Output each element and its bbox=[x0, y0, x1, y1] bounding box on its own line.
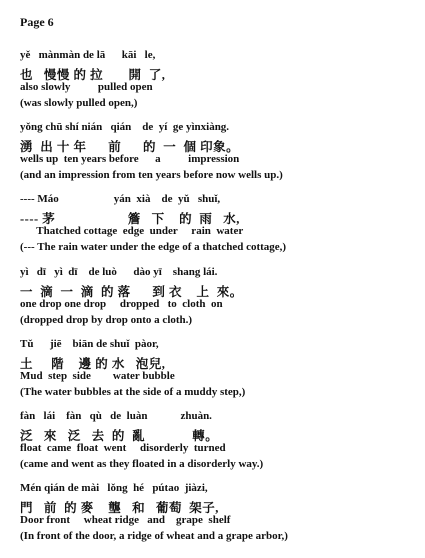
page-label: Page 6 bbox=[20, 15, 54, 29]
hanzi-line: 門 前 的 麥 壟 和 葡萄 架子, bbox=[20, 501, 219, 515]
translation-line: (The water bubbles at the side of a muddy step,) bbox=[20, 386, 246, 398]
gloss-line: Mud step side water bubble bbox=[20, 370, 175, 382]
gloss-line: also slowly pulled open bbox=[20, 81, 153, 93]
gloss-line: one drop one drop dropped to cloth on bbox=[20, 298, 223, 310]
hanzi-line: 一 滴 一 滴 的 落 到 衣 上 來。 bbox=[20, 285, 243, 299]
translation-line: (was slowly pulled open,) bbox=[20, 97, 138, 109]
translation-line: (--- The rain water under the edge of a thatched cottage,) bbox=[20, 241, 287, 253]
hanzi-line: 也 慢慢 的 拉 開 了, bbox=[20, 68, 166, 82]
translation-line: (and an impression from ten years before now wells up.) bbox=[20, 169, 283, 181]
pinyin-line: fàn lái fàn qù de luàn zhuàn. bbox=[20, 410, 212, 422]
translation-line: (came and went as they floated in a disorderly way.) bbox=[20, 458, 264, 470]
gloss-line: Thatched cottage edge under rain water bbox=[20, 225, 244, 237]
pinyin-line: yě mànmàn de lā kāi le, bbox=[20, 49, 156, 61]
pinyin-line: Mén qián de mài lǒng hé pútao jiàzi, bbox=[20, 482, 208, 494]
gloss-line: Door front wheat ridge and grape shelf bbox=[20, 514, 231, 526]
pinyin-line: Tǔ jiē biān de shuǐ pàor, bbox=[20, 338, 159, 350]
hanzi-line: 湧 出 十 年 前 的 一 個 印象。 bbox=[20, 140, 240, 154]
pinyin-line: ---- Máo yán xià de yǔ shuǐ, bbox=[20, 193, 221, 205]
translation-line: (dropped drop by drop onto a cloth.) bbox=[20, 314, 193, 326]
translation-line: (In front of the door, a ridge of wheat and a grape arbor,) bbox=[20, 530, 288, 542]
gloss-line: float came float went disorderly turned bbox=[20, 442, 226, 454]
gloss-line: wells up ten years before a impression bbox=[20, 153, 240, 165]
hanzi-line: 土 階 邊 的 水 泡兒, bbox=[20, 357, 166, 371]
hanzi-line: 泛 來 泛 去 的 亂 轉。 bbox=[20, 429, 219, 443]
pinyin-line: yì dī yì dī de luò dào yī shang lái. bbox=[20, 266, 218, 278]
hanzi-line: ---- 茅 簷 下 的 雨 水, bbox=[20, 212, 240, 226]
pinyin-line: yǒng chū shí nián qián de yí ge yìnxiàng. bbox=[20, 121, 230, 133]
